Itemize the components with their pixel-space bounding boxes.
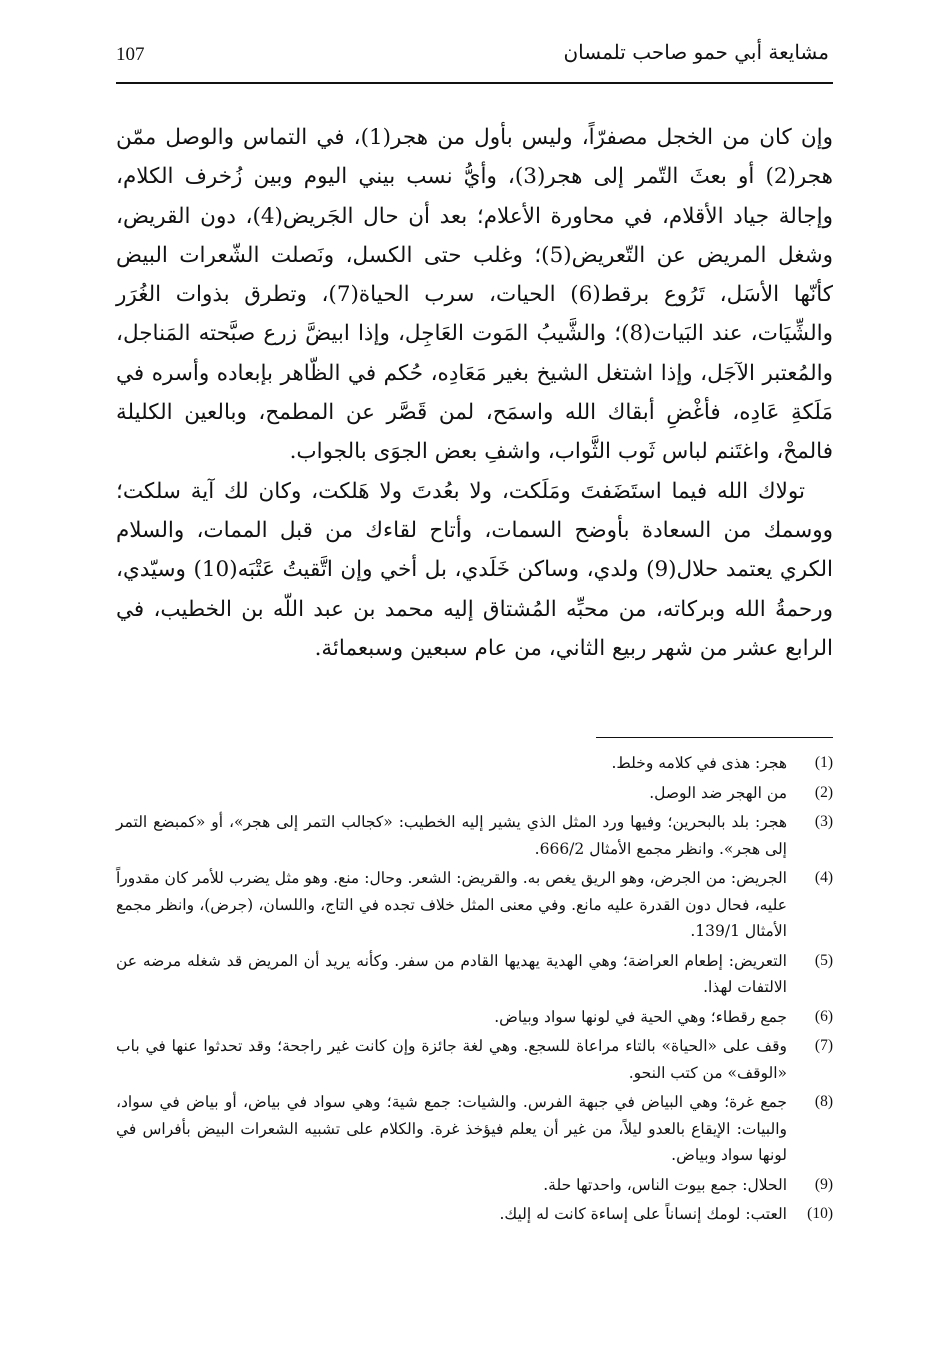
- running-title: مشايعة أبي حمو صاحب تلمسان: [563, 40, 829, 64]
- footnote-4: [116, 865, 833, 945]
- footnote-number: (6): [814, 1007, 833, 1025]
- footnote-number: (7): [814, 1037, 833, 1054]
- footnote-6: [116, 1004, 833, 1031]
- footnote-text: التعريض: إطعام العراضة؛ وهي الهدية يهديها القادم من سفر. وكأنه يريد أن المريض قد شغله مرضه عن الالتفات لهذا.: [116, 951, 787, 996]
- footnote-text: من الهجر ضد الوصل.: [649, 783, 787, 802]
- footnote-1: [116, 750, 833, 777]
- footnote-number: (9): [814, 1175, 833, 1193]
- footnote-number: (8): [814, 1093, 833, 1110]
- footnote-number: (3): [814, 813, 833, 830]
- page-number: 107: [116, 44, 145, 65]
- footnote-7: [116, 1033, 833, 1086]
- footnote-text: هجر: بلد بالبحرين؛ وفيها ورد المثل الذي يشير إليه الخطيب: «كجالب التمر إلى هجر»، أو «كمبضع التمر إلى هجر». وانظر مجمع الأمثال 666/2.: [116, 813, 787, 858]
- footnote-number: (4): [814, 869, 833, 886]
- body-paragraph-1: وإن كان من الخجل مصفرّاً، وليس بأول من هجر(1)، في التماس والوصل ممّن هجر(2) أو بعثَ التّمر إلى هجر(3)، وأيُّ نسب بيني اليوم وبين زُخرف الكلام، وإجالة جياد الأقلام، في محاورة الأعلام؛ بعد أن حال الجَريض(4)، دون القريض، وشغل المريض عن التّعريض(5)؛ وغلب حتى الكسل، ونَصلت الشّعرات البيض كأنّها الأسَل، تَرُوع برقط(6) الحيات، سرب الحياة(7)، وتطرق بذوات الغُرَر والشِّيَات، عند البَيات(8)؛ والشَّيبُ المَوت العَاجِل، وإذا ابيضَّ زرع صبَّحته المَناجل، والمُعتبر الآجَل، وإذا اشتغل الشيخ بغير مَعَادِه، حُكم في الظّاهر بإبعاده وأسره في مَلَكةِ عَادِه، فأغْضِ أبقاك الله واسمَح، لمن قَصَّر عن المطمح، وبالعين الكليلة فالمحْ، واغتَنم لباس ثَوب الثَّواب، واشفِ بعض الجوَى بالجواب.: [116, 125, 834, 465]
- footnote-number: (2): [814, 783, 833, 801]
- footnote-text: وقف على «الحياة» بالتاء مراعاة للسجع. وهي لغة جائزة وإن كانت غير راجحة؛ وقد تحدثوا عنها في باب «الوقف» من كتب النحو.: [116, 1037, 787, 1082]
- header-rule: [116, 82, 833, 84]
- body-paragraph-2: تولاك الله فيما استَضَفتَ ومَلَكت، ولا بعُدتَ ولا هَلكت، وكان لك آية سلكت؛ ووسمك من السعادة بأوضح السمات، وأتاح لقاءك من قبل الممات، والسلام الكري يعتمد حلال(9) ولدي، وساكن خَلَدي، بل أخي وإن اتَّقيتُ عَتْبَه(10) وسيّدي، ورحمةُ الله وبركاته، من محبِّه المُشتاق إليه محمد بن عبد اللّه بن الخطيب، في الرابع عشر من شهر ربيع الثاني، من عام سبعين وسبعمائة.: [116, 478, 833, 661]
- footnote-text: هجر: هذى في كلامه وخلط.: [611, 754, 787, 772]
- footnote-9: [116, 1172, 833, 1199]
- footnote-text: الحلال: جمع بيوت الناس، واحدتها حلة.: [543, 1175, 787, 1194]
- footnote-3: [116, 809, 833, 862]
- footnote-text: الجريض: من الجرض، وهو الريق يغص به. والقريض: الشعر. وحال: منع. وهو مثل يضرب للأمر كان مقدوراً عليه، فحال دون القدرة عليه مانع. وفي معنى المثل خلاف تجده في التاج، واللسان، (جرض)، وانظر مجمع الأمثال 139/1.: [116, 869, 787, 940]
- main-text: [116, 118, 833, 668]
- footnote-8: [116, 1089, 833, 1169]
- footnote-text: العتب: لومك إنساناً على إساءة كانت له إليك.: [499, 1205, 787, 1223]
- footnote-2: [116, 780, 833, 807]
- footnote-10: [116, 1201, 833, 1228]
- footnote-text: جمع غرة؛ وهي البياض في جبهة الفرس. والشيات: جمع شية؛ وهي سواد في بياض، أو بياض في سواد، والبيات: الإيقاع بالعدو ليلاً، من غير أن يعلم فيؤخذ غرة. والكلام على تشبيه الشعرات البيض بأفراس في لونها سواد وبياض.: [116, 1093, 787, 1164]
- footnote-5: [116, 948, 833, 1001]
- footnote-number: (10): [807, 1205, 833, 1222]
- footnotes: [116, 750, 833, 1231]
- footnote-number: (5): [814, 951, 833, 969]
- footnote-number: (1): [814, 754, 833, 771]
- footnote-text: جمع رقطاء؛ وهي الحية في لونها سواد وبياض.: [494, 1007, 787, 1026]
- footnote-rule: [596, 737, 833, 738]
